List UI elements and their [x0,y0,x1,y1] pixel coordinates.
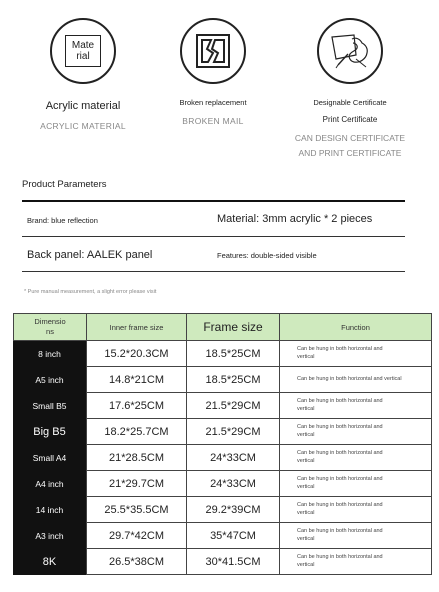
cell-function [279,341,432,367]
table-row [13,393,432,419]
cell-frame-size: 21.5*29CM [186,393,279,419]
cell-frame-size: 21.5*29CM [186,419,279,445]
cell-inner-size: 17.6*25CM [86,393,186,419]
cell-frame-size: 29.2*39CM [186,497,279,523]
measurement-note: * Pure manual measurement, a slight error please visit [24,289,157,295]
params-divider [22,200,405,202]
certificate-hand-icon [317,18,383,84]
cell-function-line-2: vertical [297,431,315,438]
cell-function-line-2: vertical [297,535,315,542]
table-row [13,419,432,445]
header-dimensions-line-2: ns [46,327,54,336]
cell-frame-size: 24*33CM [186,471,279,497]
cell-function-line-2: vertical [297,457,315,464]
cell-dimension: 8 inch [13,341,86,367]
header-dimensions-line-1: Dimensio [34,317,66,326]
param-material: Material: 3mm acrylic * 2 pieces [217,213,373,225]
cell-function-line-2: vertical [297,561,315,568]
feature-subtitle [280,131,420,161]
cell-function [279,471,432,497]
size-table [13,313,432,575]
params-divider [22,271,405,272]
table-row [13,367,432,393]
cell-function [279,445,432,471]
cell-frame-size: 35*47CM [186,523,279,549]
table-row [13,471,432,497]
feature-title: Broken replacement [179,98,247,107]
cell-frame-size: 30*41.5CM [186,549,279,575]
cell-function-line-1: Can be hung in both horizontal and [297,424,383,430]
header-dimensions [13,313,86,341]
table-row [13,445,432,471]
table-body [13,341,432,575]
feature-title-2: Print Certificate [322,115,378,124]
feature-broken [143,18,283,126]
cell-dimension: A5 inch [13,367,86,393]
cell-frame-size: 18.5*25CM [186,341,279,367]
cell-function [279,549,432,575]
cell-frame-size: 24*33CM [186,445,279,471]
params-divider [22,236,405,237]
cell-dimension: Big B5 [13,419,86,445]
cell-function-line-1: Can be hung in both horizontal and [297,398,383,404]
broken-frame-icon [180,18,246,84]
cell-inner-size: 29.7*42CM [86,523,186,549]
param-brand: Brand: blue reflection [27,216,98,225]
table-row [13,523,432,549]
cell-inner-size: 21*29.7CM [86,471,186,497]
table-row [13,497,432,523]
cell-function-line-2: vertical [297,353,315,360]
header-frame-size: Frame size [186,313,279,341]
cell-inner-size: 18.2*25.7CM [86,419,186,445]
table-row [13,341,432,367]
feature-subtitle: ACRYLIC MATERIAL [40,121,126,131]
feature-title: Designable Certificate [313,98,387,107]
cell-dimension: Small B5 [13,393,86,419]
cell-function-line-2: vertical [297,483,315,490]
cell-function-line-1: Can be hung in both horizontal and [297,502,383,508]
cell-dimension: 8K [13,549,86,575]
feature-certificate [280,18,420,161]
material-icon-box [65,35,101,67]
header-inner-frame-size: Inner frame size [86,313,186,341]
cell-inner-size: 26.5*38CM [86,549,186,575]
cell-function-line-1: Can be hung in both horizontal and [297,476,383,482]
material-icon-text-1: Mate [71,40,95,51]
cell-dimension: A4 inch [13,471,86,497]
feature-subtitle-line-2: AND PRINT CERTIFICATE [298,148,402,158]
cell-inner-size: 21*28.5CM [86,445,186,471]
table-header [13,313,432,341]
cell-function-line-1: Can be hung in both horizontal and [297,450,383,456]
cell-function-line-1: Can be hung in both horizontal and [297,554,383,560]
feature-subtitle-line-1: CAN DESIGN CERTIFICATE [294,133,406,143]
param-back-panel: Back panel: AALEK panel [27,249,153,261]
cell-function [279,367,432,393]
feature-subtitle: BROKEN MAIL [182,116,244,126]
cell-function-line-1: Can be hung in both horizontal and vertical [297,375,402,382]
cell-dimension: A3 inch [13,523,86,549]
material-icon-text-2: rial [76,51,90,62]
cell-function [279,497,432,523]
cell-frame-size: 18.5*25CM [186,367,279,393]
cell-function-line-2: vertical [297,509,315,516]
cell-function [279,419,432,445]
params-title: Product Parameters [22,179,107,190]
material-icon [50,18,116,84]
features-section [0,0,439,170]
param-features: Features: double-sided visible [217,251,317,260]
cell-function [279,523,432,549]
cell-function-line-2: vertical [297,405,315,412]
feature-acrylic [13,18,153,131]
cell-inner-size: 14.8*21CM [86,367,186,393]
cell-inner-size: 15.2*20.3CM [86,341,186,367]
cell-inner-size: 25.5*35.5CM [86,497,186,523]
cell-function-line-1: Can be hung in both horizontal and [297,528,383,534]
cell-function-line-1: Can be hung in both horizontal and [297,346,383,352]
cell-function [279,393,432,419]
cell-dimension: Small A4 [13,445,86,471]
feature-title: Acrylic material [45,100,121,112]
header-function: Function [279,313,432,341]
cell-dimension: 14 inch [13,497,86,523]
table-row [13,549,432,575]
